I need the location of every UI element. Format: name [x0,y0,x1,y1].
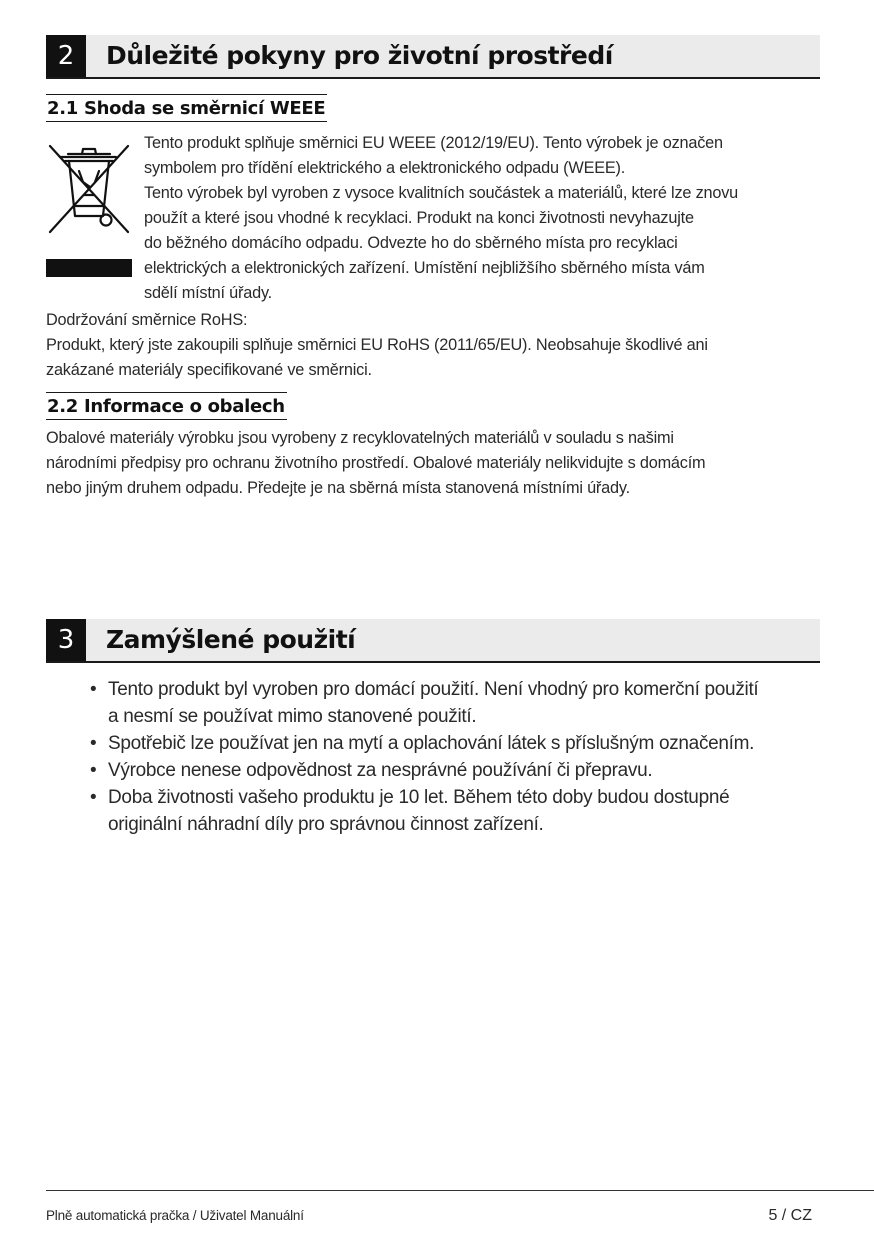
weee-solid-bar [46,259,132,277]
text-line: • Doba životnosti vašeho produktu je 10 let. Během této doby budou dostupné [108,787,730,808]
list-item [86,757,826,784]
footer-document-title: Plně automatická pračka / Uživatel Manuální [46,1208,304,1223]
chapter-3-header [46,619,820,663]
text-line: zakázané materiály specifikované ve směrnici. [46,361,372,379]
chapter-3-number: 3 [46,619,86,661]
text-line: • Tento produkt byl vyroben pro domácí použití. Není vhodný pro komerční použití [108,679,759,700]
list-item [86,730,826,757]
text-line: Dodržování směrnice RoHS: [46,311,248,329]
rohs-paragraph [46,308,846,383]
footer-divider [46,1190,874,1191]
chapter-2-number: 2 [46,35,86,77]
text-line: symbolem pro třídění elektrického a elektronického odpadu (WEEE). [144,159,626,177]
text-line: do běžného domácího odpadu. Odvezte ho do sběrného místa pro recyklaci [144,234,678,252]
chapter-2-header [46,35,820,79]
text-line: sdělí místní úřady. [144,284,273,302]
weee-paragraph [144,131,834,306]
chapter-2-title: Důležité pokyny pro životní prostředí [106,41,613,70]
text-line: originální náhradní díly pro správnou činnost zařízení. [108,814,544,835]
text-line: a nesmí se používat mimo stanovené použití. [108,706,477,727]
intended-use-list [86,676,826,838]
text-line: Tento produkt splňuje směrnici EU WEEE (2012/19/EU). Tento výrobek je označen [144,134,723,152]
section-2-1-heading: 2.1 Shoda se směrnicí WEEE [46,94,327,122]
section-2-2-heading: 2.2 Informace o obalech [46,392,287,420]
footer-page-number: 5 / CZ [768,1207,812,1224]
text-line: nebo jiným druhem odpadu. Předejte je na sběrná místa stanovená místními úřady. [46,479,630,497]
text-line: Tento výrobek byl vyroben z vysoce kvalitních součástek a materiálů, které lze znovu [144,184,739,202]
list-item [86,676,826,730]
text-line: elektrických a elektronických zařízení. Umístění nejbližšího sběrného místa vám [144,259,705,277]
text-line: národními předpisy pro ochranu životního prostředí. Obalové materiály nelikvidujte s domácím [46,454,706,472]
text-line: • Výrobce nenese odpovědnost za nesprávné používání či přepravu. [108,760,653,781]
text-line: Produkt, který jste zakoupili splňuje směrnici EU RoHS (2011/65/EU). Neobsahuje škodlivé ani [46,336,708,354]
text-line: Obalové materiály výrobku jsou vyrobeny z recyklovatelných materiálů v souladu s našimi [46,429,674,447]
crossed-out-wheelie-bin-icon [46,140,132,236]
chapter-3-title: Zamýšlené použití [106,625,356,654]
text-line: použít a které jsou vhodné k recyklaci. Produkt na konci životnosti nevyhazujte [144,209,694,227]
text-line: • Spotřebič lze používat jen na mytí a oplachování látek s příslušným označením. [108,733,755,754]
packaging-paragraph [46,426,846,501]
list-item [86,784,826,838]
